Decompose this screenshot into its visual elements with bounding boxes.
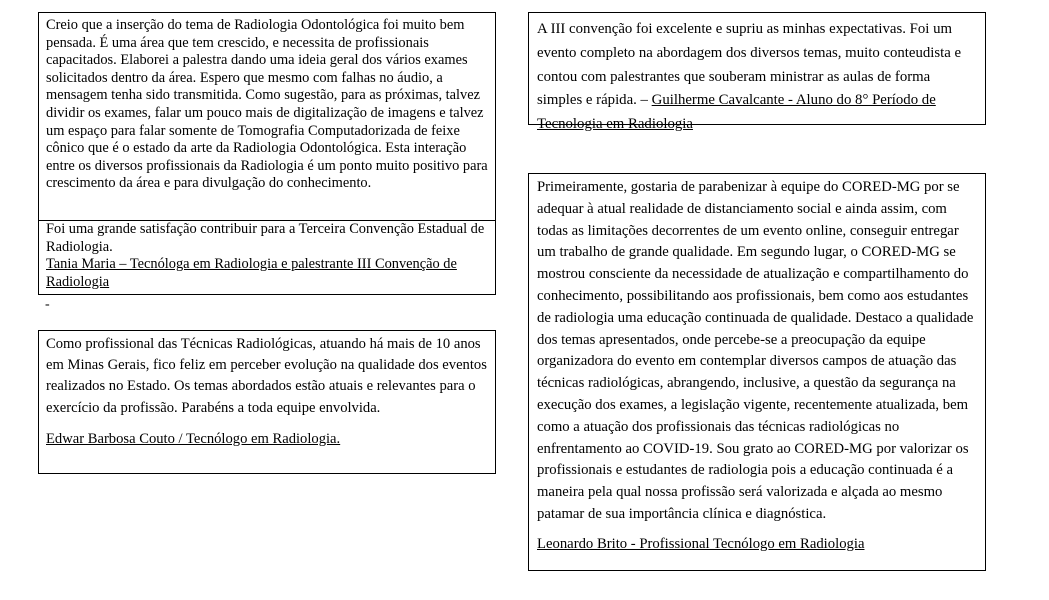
testimonial-text: A III convenção foi excelente e supriu as minhas expectativas. Foi um evento completo na abordagem dos diversos temas, muito conteudista e contou com palestrantes que souberam ministrar as aulas de forma simples e rápida. –: [537, 21, 962, 109]
testimonial-text: Foi uma grande satisfação contribuir para a Terceira Convenção Estadual de Radiologia.: [46, 221, 485, 255]
separator-dash: -: [45, 297, 50, 312]
testimonial-text: Primeiramente, gostaria de parabenizar à equipe do CORED-MG por se adequar à atual realidade de distanciamento social e ainda assim, com todas as limitações decorrentes de um evento online, conseguir entregar um trabalho de grande qualidade. Em segundo lugar, o CORED-MG se mostrou consciente da necessidade de atualização e compartilhamento do conhecimento, possibilitando aos profissionais, bem como aos estudantes de radiologia uma educação continuada de qualidade. Destaco a qualidade dos temas apresentados, onde percebe-se a preocupação da equipe organizadora do evento em contemplar diversos campos de atuação das técnicas radiológicas, abrangendo, inclusive, a questão da segurança na execução dos exames, a legislação vigente, recentemente atualizada, bem como a atuação dos profissionais das técnicas radiológicas no enfrentamento ao COVID-19. Sou grato ao CORED-MG por valorizar os profissionais e estudantes de radiologia pois a educação continuada é a maneira pela qual nossa profissão será valorizada e alçada ao mesmo patamar de sua importância clínica e diagnóstica.: [537, 179, 974, 522]
testimonial-signature: Guilherme Cavalcante - Aluno do 8° Período de Tecnologia em Radiologia: [537, 92, 936, 133]
testimonial-closing: [46, 221, 489, 291]
testimonial-box-edwar: [38, 330, 496, 474]
testimonial-box-tania: [38, 12, 496, 295]
signature-line: [46, 429, 489, 450]
signature-line: [537, 534, 979, 556]
testimonial-signature: Tania Maria – Tecnóloga em Radiologia e palestrante III Convenção de Radiologia: [46, 256, 457, 290]
testimonial-text: Creio que a inserção do tema de Radiologia Odontológica foi muito bem pensada. É uma área que tem crescido, e necessita de profissionais capacitados. Elaborei a palestra dando uma ideia geral dos vários exames solicitados dentro da área. Espero que mesmo com falhas no áudio, a mensagem tenha sido transmitida. Como sugestão, para as próximas, talvez dividir os exames, falar um pouco mais de digitalização de imagens e talvez um espaço para falar somente de Tomografia Computadorizada de feixe cônico que é o estado da arte da Radiologia Odontológica. Esta interação entre os diversos profissionais da Radiologia é um ponto muito positivo para crescimento da área e para divulgação do conhecimento.: [46, 17, 488, 192]
testimonial-signature: Edwar Barbosa Couto / Tecnólogo em Radiologia.: [46, 430, 341, 447]
testimonial-signature: Leonardo Brito - Profissional Tecnólogo em Radiologia: [537, 535, 865, 552]
testimonial-box-guilherme: [528, 12, 986, 133]
testimonial-paragraph: [537, 18, 979, 137]
testimonial-box-leonardo: [528, 173, 986, 571]
testimonial-text: Como profissional das Técnicas Radiológicas, atuando há mais de 10 anos em Minas Gerais, fico feliz em perceber evolução na qualidade dos eventos realizados no Estado. Os temas abordados estão atuais e relevantes para o exercício da profissão. Parabéns a toda equipe envolvida.: [46, 336, 487, 416]
